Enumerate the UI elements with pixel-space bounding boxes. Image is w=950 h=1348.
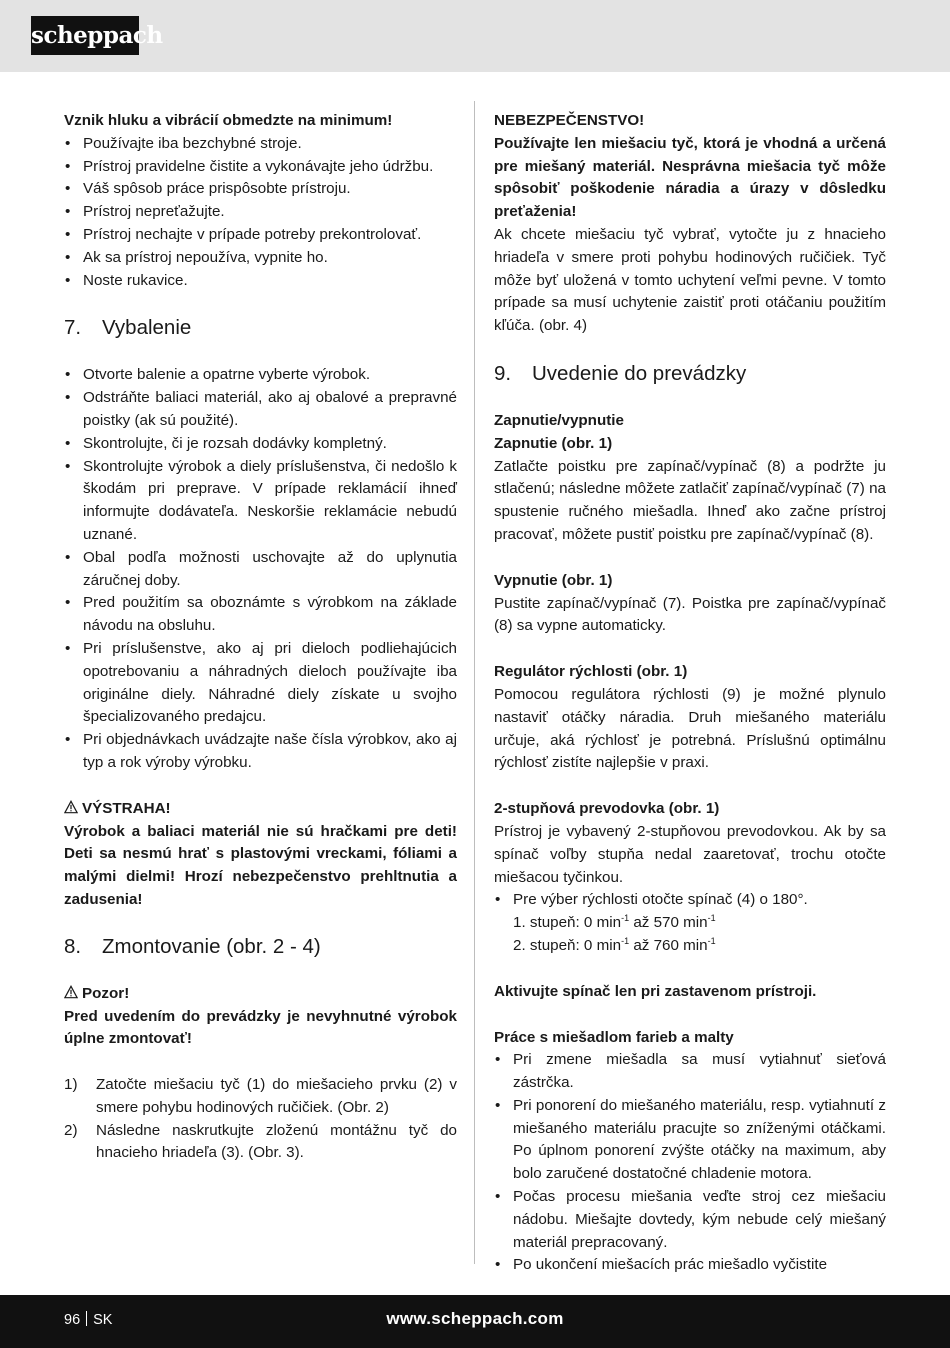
caution-text: Pred uvedením do prevádzky je nevyhnutné výrobok úplne zmontovať! (64, 1007, 457, 1048)
list-item: • Pri ponorení do miešaného materiálu, resp. vytiahnutí z miešaného materiálu pracujte so zníženými otáčkami. Po úplnom ponorení zvýšte otáčky na maximum, aby bolo zaručené dostatočné chladenie motora. (494, 1095, 886, 1186)
list-item: • Noste rukavice. (64, 270, 457, 293)
list-item: • Váš spôsob práce prispôsobte prístroju. (64, 178, 457, 201)
list-item: • Po ukončení miešacích prác miešadlo vyčistite (494, 1254, 886, 1277)
danger-label: NEBEZPEČENSTVO! (494, 112, 645, 129)
gear-steps (513, 912, 886, 958)
section-number: 8. (64, 934, 82, 958)
danger-text: Používajte len miešaciu tyč, ktorá je vhodná a určená pre miešaný materiál. Nesprávna miešacia tyč môže spôsobiť poškodenie náradia a úrazy v dôsledku preťaženia! (494, 134, 886, 221)
step-item: 1) Zatočte miešaciu tyč (1) do miešacieho prvku (2) v smere pohybu hodinových ručičiek. (Obr. 2) (64, 1076, 457, 1116)
section-7-heading (64, 316, 457, 340)
warning-text: Výrobok a baliaci materiál nie sú hračkami pre deti! Deti sa nesmú hrať s plastovými vreckami, fóliami a malými dielmi! Hrozí nebezpečenstvo prehltnutia a zadusenia! (64, 822, 457, 908)
section-8-heading (64, 935, 457, 959)
list-item: • Pri príslušenstve, ako aj pri dieloch podliehajúcich opotrebovaniu a náhradných dieloch používajte iba originálne diely. Náhradné diely získate u svojho špecializovaného predajcu. (64, 638, 457, 729)
warning-triangle-icon (64, 985, 78, 999)
right-column (494, 110, 886, 1277)
on-text: Zatlačte poistku pre zapínač/vypínač (8) a podržte ju stlačenú; následne môžete zatlačiť zapínač/vypínač (7) na spustenie ručného miešadla. Ihneď ako začne prístroj pracovať, môžete pustiť poistku pre zapínač/vypínač (8). (494, 457, 886, 543)
warning-label: VÝSTRAHA! (64, 798, 457, 821)
speed-heading: Regulátor rýchlosti (obr. 1) (494, 663, 688, 681)
danger-body: Ak chcete miešaciu tyč vybrať, vytočte ju z hnacieho hriadeľa v smere proti pohybu hodinových ručičiek. Tyč môže byť uložená v tomto uchytení veľmi pevne. V tomto prípade sa musí uchytenie zaistiť proti otáčaniu použitím kľúča. (obr. 4) (494, 225, 886, 335)
section-9-heading (494, 362, 886, 386)
list-item: • Skontrolujte výrobok a diely príslušenstva, či nedošlo k škodám pri preprave. V prípade reklamácií ihneď informujte dodávateľa. Neskoršie reklamácie nebudú uznané. (64, 456, 457, 547)
section-title: Zmontovanie (obr. 2 - 4) (102, 934, 321, 958)
footer-bar (0, 1295, 950, 1348)
gear-heading: 2-stupňová prevodovka (obr. 1) (494, 800, 720, 818)
list-item: • Prístroj nepreťažujte. (64, 201, 457, 224)
scheppach-logo: scheppach (31, 16, 139, 55)
section-title: Vybalenie (102, 316, 192, 340)
onoff-heading: Zapnutie/vypnutie (494, 411, 624, 429)
list-item: • Pri objednávkach uvádzajte naše čísla výrobkov, ako aj typ a rok výroby výrobku. (64, 729, 457, 775)
gear-list (494, 889, 886, 912)
list-item: • Používajte iba bezchybné stroje. (64, 133, 457, 156)
noise-heading: Vznik hluku a vibrácií obmedzte na minimum! (64, 112, 393, 129)
list-item: • Odstráňte baliaci materiál, ako aj obalové a prepravné poistky (ak sú použité). (64, 387, 457, 433)
header-bar (0, 0, 950, 72)
step-item: 2) Následne naskrutkujte zloženú montážnu tyč do hnacieho hriadeľa (3). (Obr. 3). (64, 1121, 457, 1162)
assembly-steps (64, 1074, 457, 1165)
left-column (64, 110, 457, 1165)
list-item: • Obal podľa možnosti uschovajte až do uplynutia záručnej doby. (64, 547, 457, 593)
list-item: • Pred použitím sa oboznámte s výrobkom na základe návodu na obsluhu. (64, 592, 457, 638)
column-divider (474, 101, 475, 1264)
activate-note: Aktivujte spínač len pri zastavenom prístroji. (494, 982, 817, 1000)
warning-triangle-icon (64, 800, 78, 814)
section-title: Uvedenie do prevádzky (532, 361, 747, 385)
work-list (494, 1049, 886, 1277)
gear-step-1: 1. stupeň: 0 $\min^{-1}$ až 570 $\min^{-1}$ (513, 913, 716, 932)
language-code: SK (93, 1312, 113, 1328)
list-item: • Prístroj nechajte v prípade potreby prekontrolovať. (64, 224, 457, 247)
list-item: • Pre výber rýchlosti otočte spínač (4) o 180°. (494, 889, 886, 912)
speed-text: Pomocou regulátora rýchlosti (9) je možné plynulo nastaviť otáčky náradia. Druh miešaného materiálu určuje, aká rýchlosť je potrebná. Príslušnú optimálnu rýchlosť zistíte najlepšie v praxi. (494, 685, 886, 772)
list-item: • Skontrolujte, či je rozsah dodávky kompletný. (64, 433, 457, 456)
list-item: • Otvorte balenie a opatrne vyberte výrobok. (64, 364, 457, 387)
unpacking-list (64, 364, 457, 774)
gear-text: Prístroj je vybavený 2-stupňovou prevodovkou. Ak by sa spínač voľby stupňa nedal zaaretovať, trochu otočte miešacou tyčinkou. (494, 822, 886, 886)
list-item: • Počas procesu miešania veďte stroj cez miešaciu nádobu. Miešajte dovtedy, kým nebude celý miešaný materiál prepracovaný. (494, 1186, 886, 1254)
caution-label: Pozor! (64, 983, 457, 1006)
page-number: 96 (64, 1312, 81, 1328)
section-number: 7. (64, 316, 82, 340)
off-heading: Vypnutie (obr. 1) (494, 571, 613, 589)
website-link[interactable]: www.scheppach.com (386, 1309, 564, 1328)
list-item: • Pri zmene miešadla sa musí vytiahnuť sieťová zástrčka. (494, 1049, 886, 1095)
list-item: • Ak sa prístroj nepoužíva, vypnite ho. (64, 247, 457, 270)
section-number: 9. (494, 361, 512, 385)
on-heading: Zapnutie (obr. 1) (494, 434, 613, 452)
off-text: Pustite zapínač/vypínač (7). Poistka pre zapínač/vypínač (8) sa vypne automaticky. (494, 594, 886, 635)
noise-list (64, 133, 457, 293)
work-heading: Práce s miešadlom farieb a malty (494, 1028, 734, 1046)
gear-step-2: 2. stupeň: 0 $\min^{-1}$ až 760 $\min^{-1}$ (513, 935, 716, 954)
list-item: • Prístroj pravidelne čistite a vykonávajte jeho údržbu. (64, 156, 457, 179)
